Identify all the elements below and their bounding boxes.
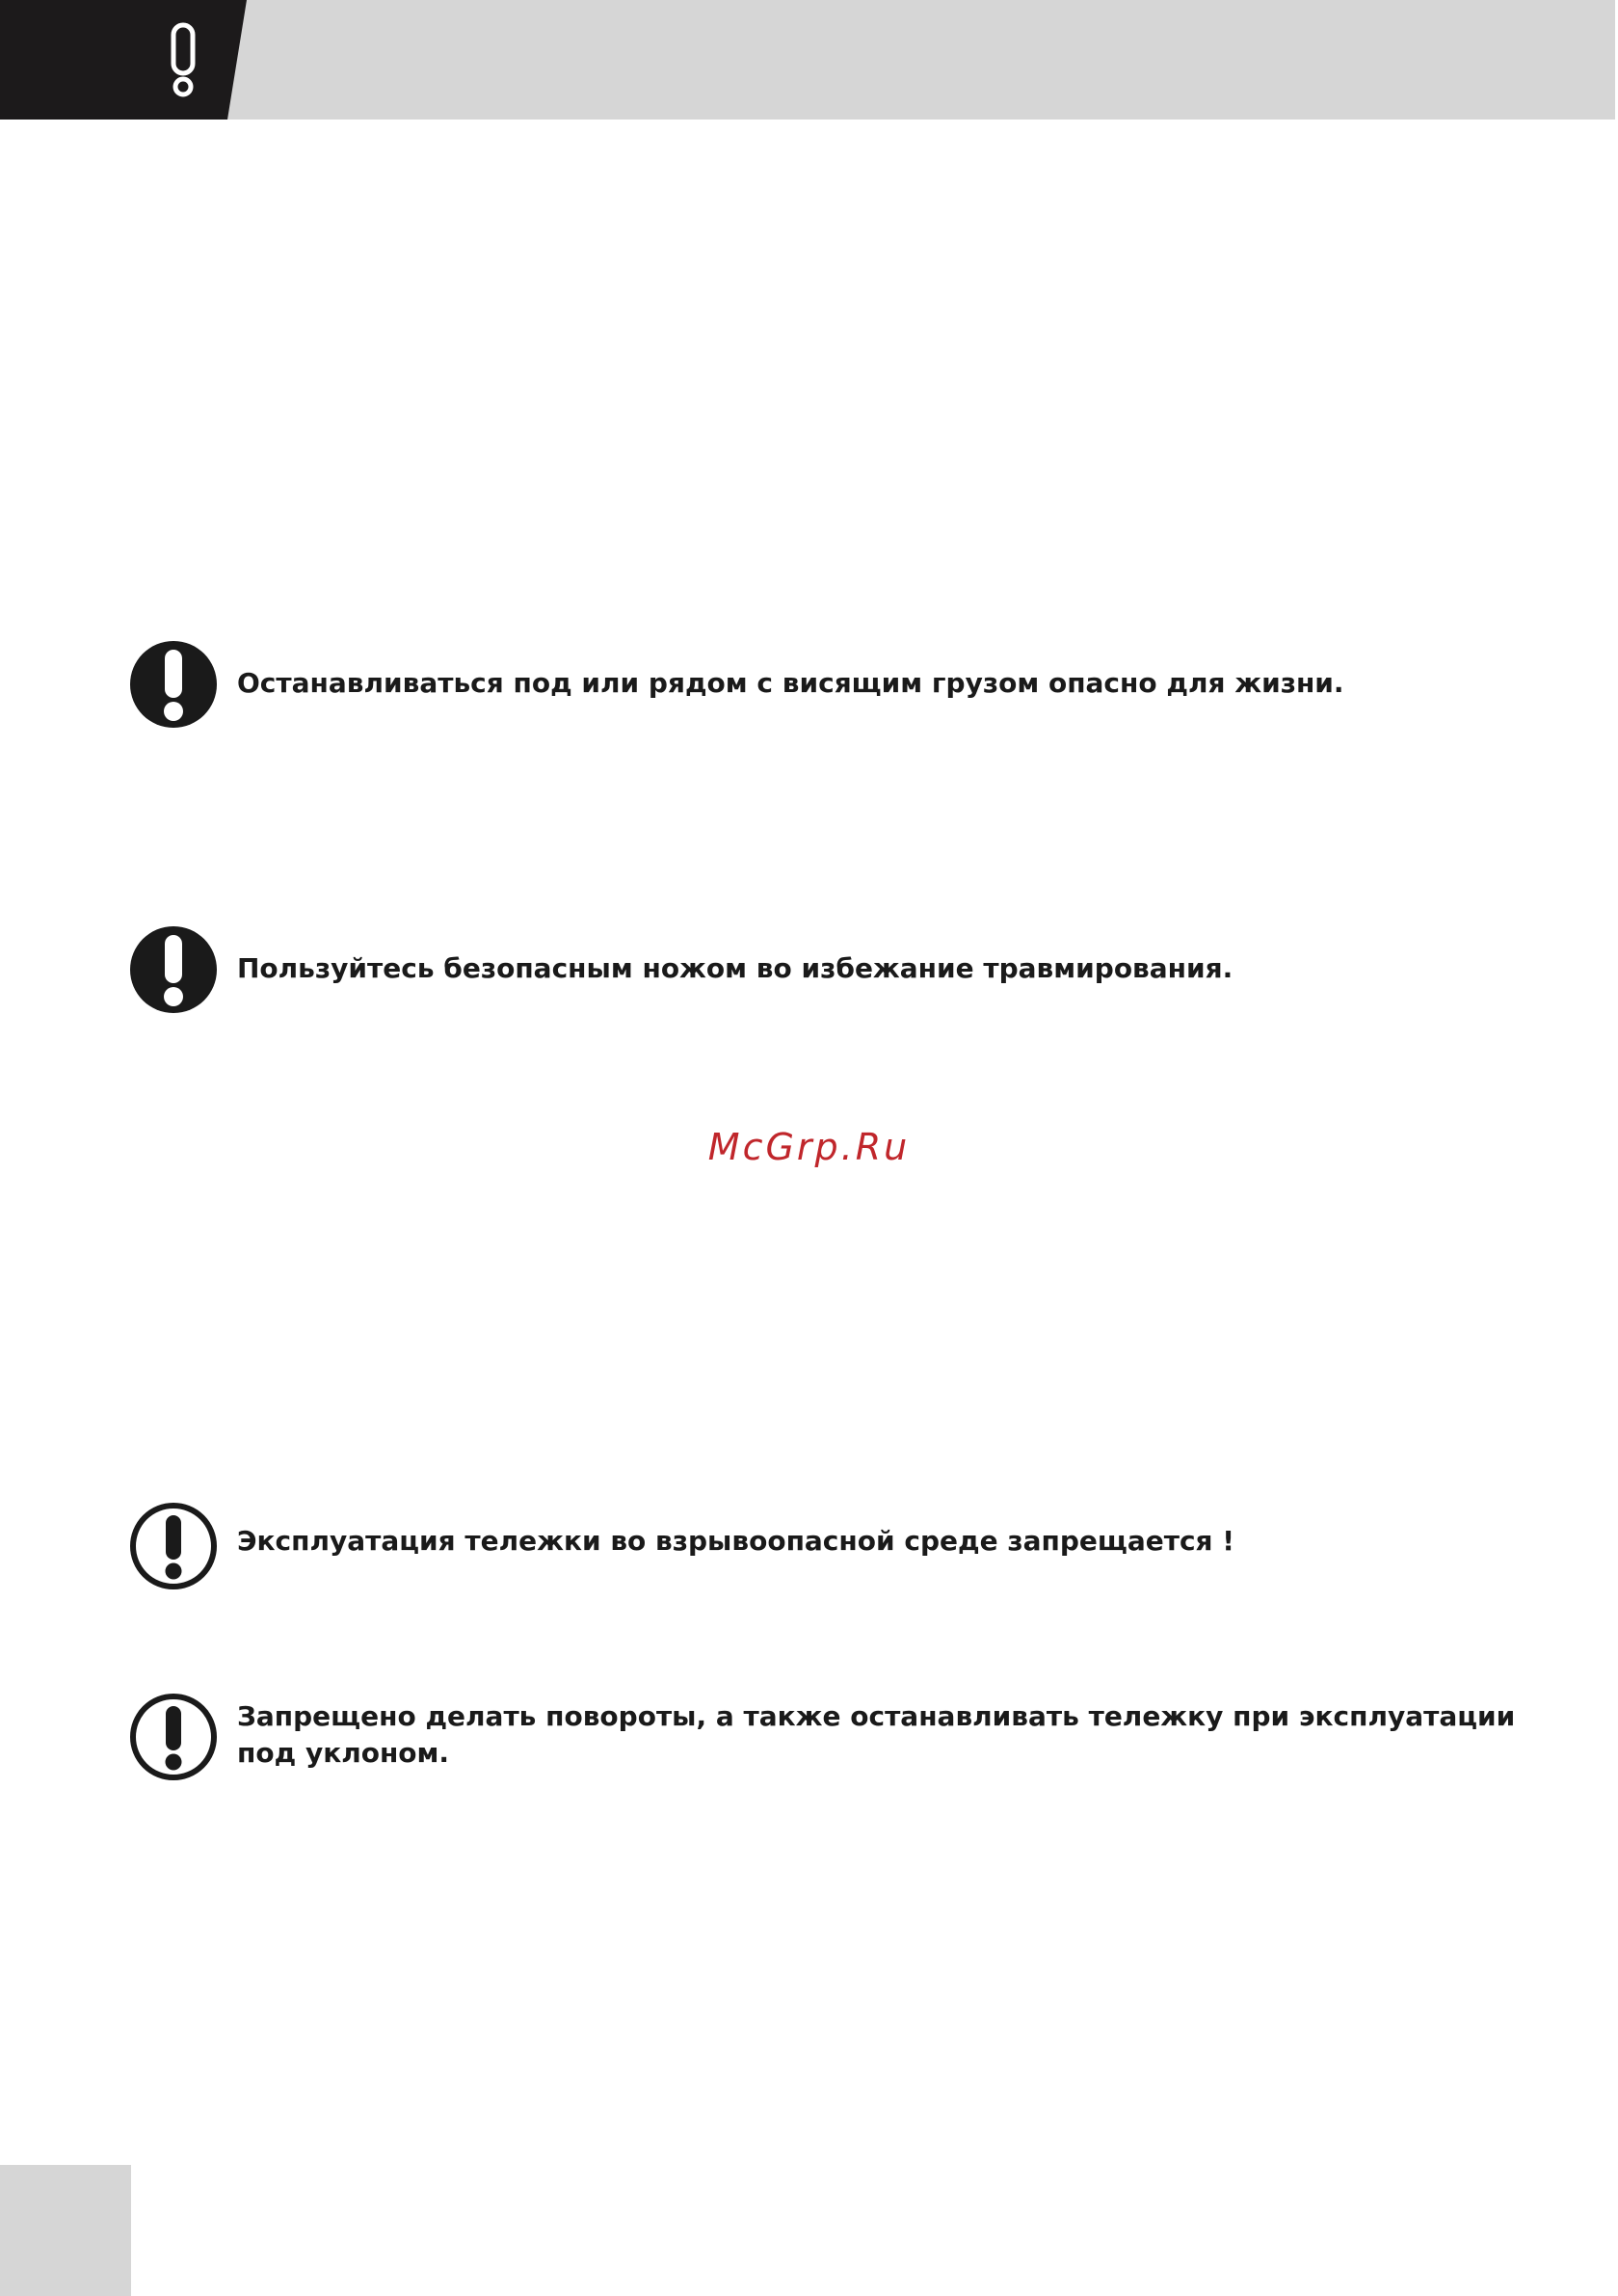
exclamation-filled-icon (129, 640, 218, 729)
notice-text: Останавливаться под или рядом с висящим грузом опасно для жизни. (237, 667, 1344, 699)
notice-text: Пользуйтесь безопасным ножом во избежание травмирования. (237, 952, 1233, 984)
watermark: McGrp.Ru (707, 1126, 911, 1168)
notice-item (129, 640, 1567, 729)
header-icon-block (0, 0, 247, 120)
exclamation-outline-icon (129, 1502, 218, 1590)
notice-item (129, 1693, 1567, 1781)
exclamation-outline-icon (129, 1693, 218, 1781)
notice-item (129, 925, 1567, 1014)
notice-item (129, 1502, 1567, 1590)
exclamation-filled-icon (129, 925, 218, 1014)
notice-text: Эксплуатация тележки во взрывоопасной среде запрещается ! (237, 1525, 1235, 1557)
page-number-tab (0, 2165, 131, 2296)
exclamation-outline-icon (164, 21, 202, 98)
notice-text: Запрещено делать повороты, а также останавливать тележку при эксплуатации под уклоном. (237, 1700, 1516, 1769)
